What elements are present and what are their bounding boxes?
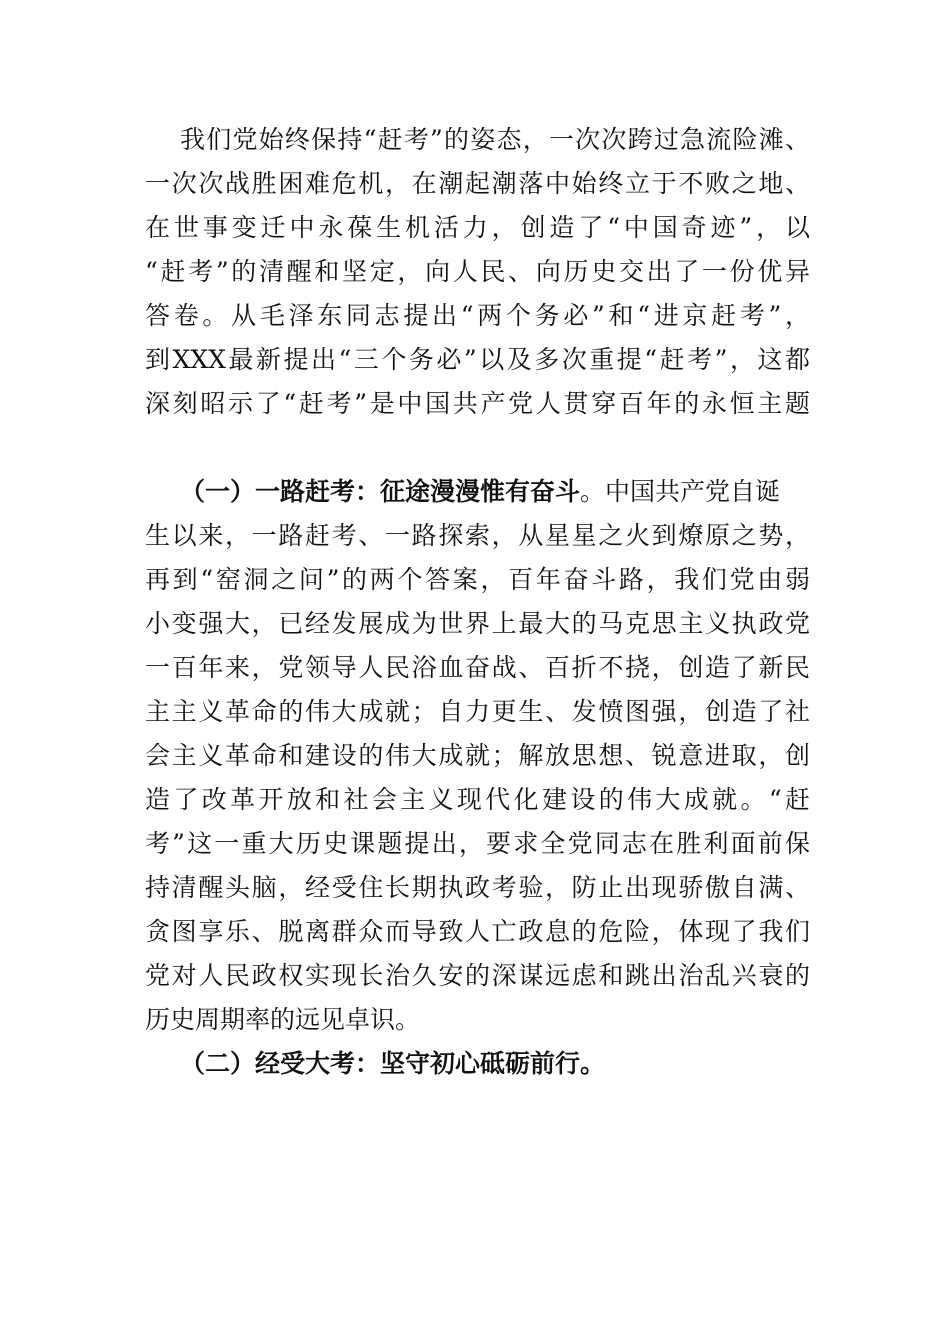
section-1-line-5: 一百年来，党领导人民浴血奋战、百折不挠，创造了新民	[145, 653, 810, 682]
section-2-heading: （二）经受大考：坚守初心砥砺前行。	[180, 1049, 606, 1078]
section-1-line-13: 历史周期率的远见卓识。	[145, 1005, 421, 1034]
paragraph-1-line-7: 深刻昭示了“赶考”是中国共产党人贯穿百年的永恒主题	[145, 389, 810, 418]
section-1-heading: （一）一路赶考：征途漫漫惟有奋斗	[180, 477, 581, 506]
section-1-line-8: 造了改革开放和社会主义现代化建设的伟大成就。“赶	[145, 785, 810, 814]
section-1-line-3: 再到“窑洞之问”的两个答案，百年奋斗路，我们党由弱	[145, 565, 810, 594]
paragraph-1-line-1: 我们党始终保持“赶考”的姿态，一次次跨过急流险滩、	[180, 125, 810, 154]
section-1-line-11: 贪图享乐、脱离群众而导致人亡政息的危险，体现了我们	[145, 917, 810, 946]
section-1-first-line	[180, 470, 810, 514]
section-1-line-6: 主主义革命的伟大成就；自力更生、发愤图强，创造了社	[145, 697, 810, 726]
paragraph-1-line-4: “赶考”的清醒和坚定，向人民、向历史交出了一份优异	[145, 257, 810, 286]
paragraph-1-line-2: 一次次战胜困难危机，在潮起潮落中始终立于不败之地、	[145, 169, 810, 198]
section-1-line-10: 持清醒头脑，经受住长期执政考验，防止出现骄傲自满、	[145, 873, 810, 902]
paragraph-1-line-6: 到XXX最新提出“三个务必”以及多次重提“赶考”，这都	[145, 345, 810, 374]
section-1-first-line-rest: 。中国共产党自诞	[580, 477, 781, 506]
section-1-line-4: 小变强大，已经发展成为世界上最大的马克思主义执政党	[145, 609, 810, 638]
section-1-line-12: 党对人民政权实现长治久安的深谋远虑和跳出治乱兴衰的	[145, 961, 810, 990]
section-1-line-9: 考”这一重大历史课题提出，要求全党同志在胜利面前保	[145, 829, 810, 858]
paragraph-1-line-3: 在世事变迁中永葆生机活力，创造了“中国奇迹”，以	[145, 213, 810, 242]
section-1-line-2: 生以来，一路赶考、一路探索，从星星之火到燎原之势，	[145, 521, 810, 550]
paragraph-1-line-5: 答卷。从毛泽东同志提出“两个务必”和“进京赶考”，	[145, 301, 810, 330]
section-1-line-7: 会主义革命和建设的伟大成就；解放思想、锐意进取，创	[145, 741, 810, 770]
